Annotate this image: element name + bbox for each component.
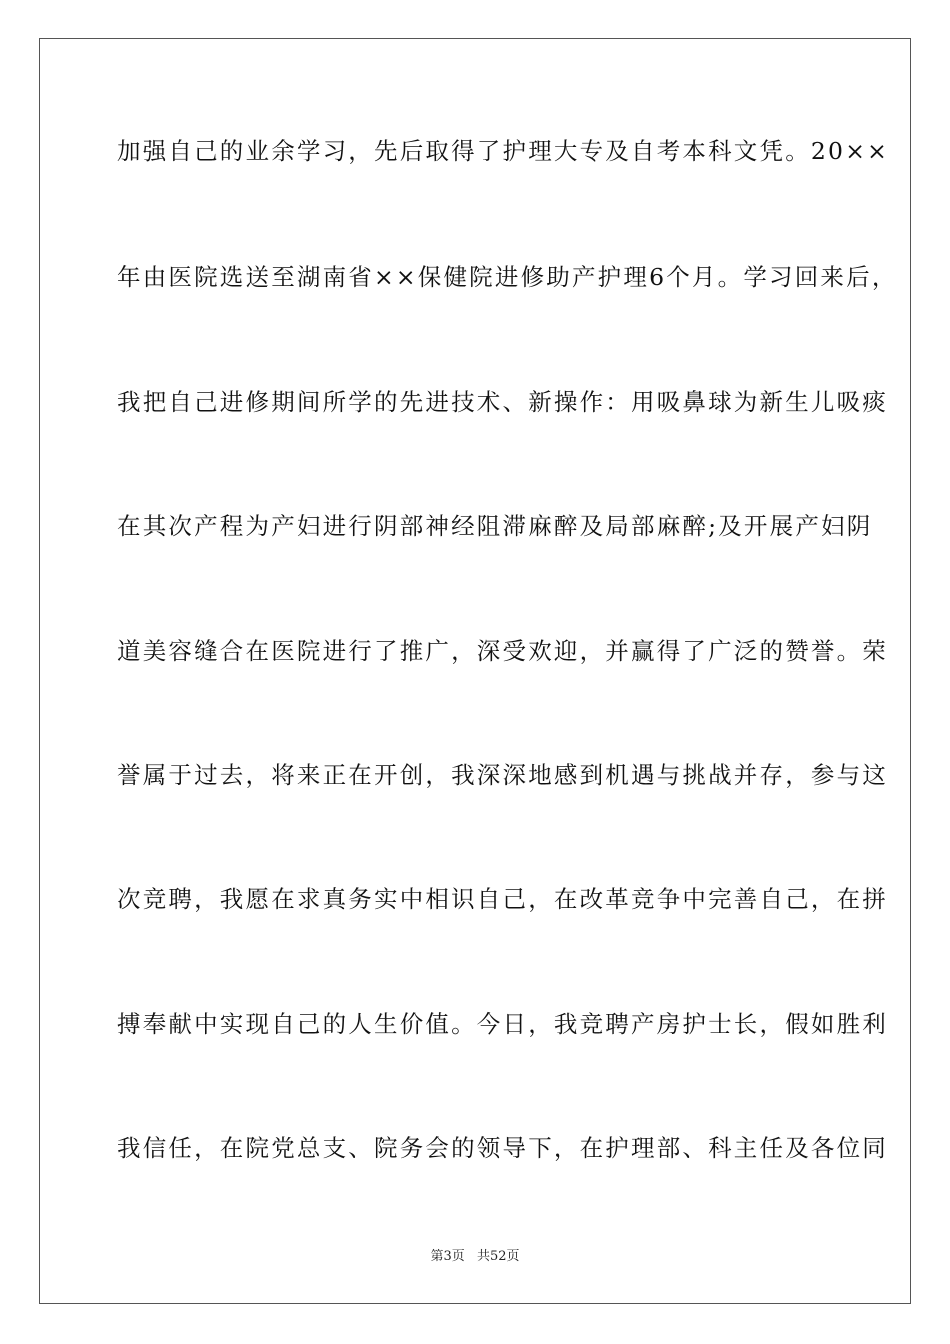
page-frame	[39, 38, 911, 1304]
body-line-8: 搏奉献中实现自己的人生价值。今日，我竞聘产房护士长，假如胜利	[117, 1010, 888, 1038]
body-line-6: 誉属于过去，将来正在开创，我深深地感到机遇与挑战并存，参与这	[117, 761, 888, 789]
body-line-2: 年由医院选送至湖南省××保健院进修助产护理6个月。学习回来后，	[117, 263, 898, 291]
body-line-9: 我信任，在院党总支、院务会的领导下，在护理部、科主任及各位同	[117, 1134, 888, 1162]
body-line-5: 道美容缝合在医院进行了推广，深受欢迎，并赢得了广泛的赞誉。荣	[117, 637, 888, 665]
page-footer	[0, 1248, 950, 1266]
body-line-4: 在其次产程为产妇进行阴部神经阻滞麻醉及局部麻醉;及开展产妇阴	[117, 512, 873, 540]
body-line-1: 加强自己的业余学习，先后取得了护理大专及自考本科文凭。20××	[117, 137, 889, 165]
total-pages: 共52页	[476, 1249, 520, 1264]
body-line-7: 次竞聘，我愿在求真务实中相识自己，在改革竞争中完善自己，在拼	[117, 885, 888, 913]
current-page-number: 第3页	[430, 1249, 465, 1264]
body-line-3: 我把自己进修期间所学的先进技术、新操作：用吸鼻球为新生儿吸痰	[117, 388, 888, 416]
